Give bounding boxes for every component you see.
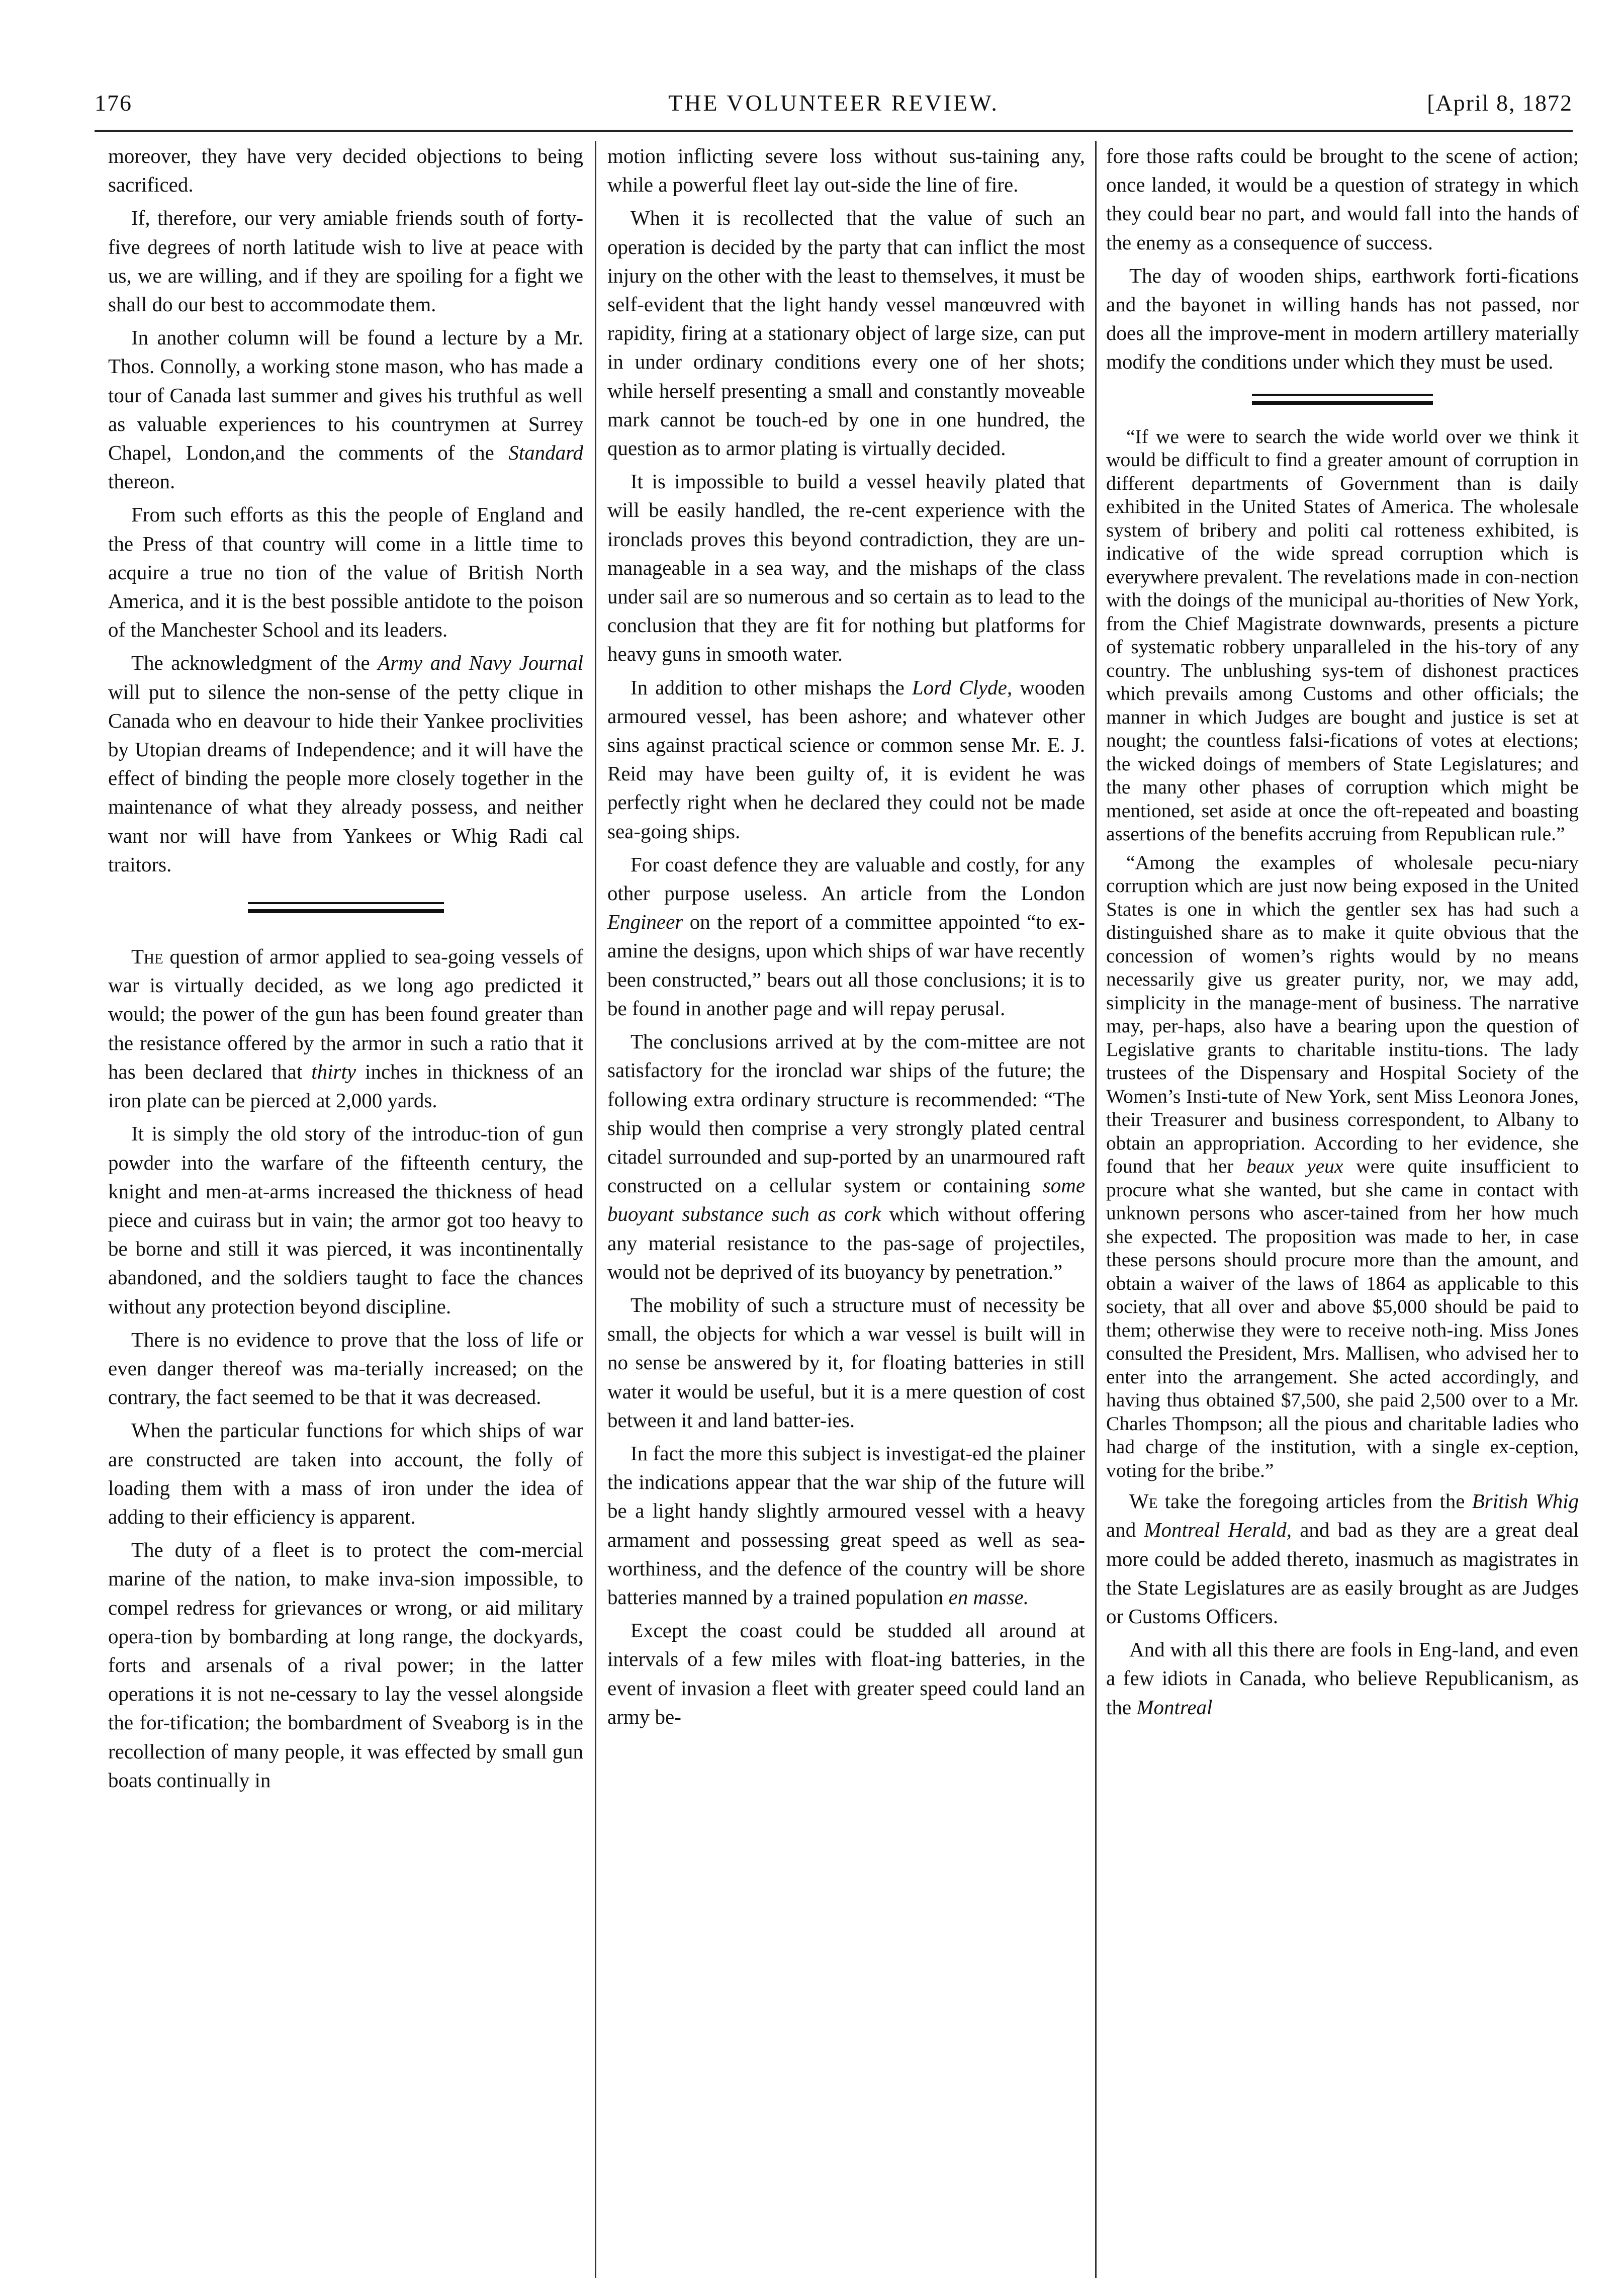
publication-title: THE VOLUNTEER REVIEW. bbox=[668, 90, 999, 116]
paragraph: Except the coast could be studded all around at intervals of a few miles with float-ing batteries, in the event of invasion a fleet with greater speed could land an army be- bbox=[607, 1619, 1085, 1728]
italic-title: Standard bbox=[508, 441, 584, 465]
paragraph: The mobility of such a structure must of necessity be small, the objects for which a war vessel is built will in no sense be answered by it, for floating batteries in still water it would be useful, but it is a mere question of cost between it and land batter-ies. bbox=[607, 1293, 1085, 1432]
header-rule bbox=[95, 130, 1573, 132]
column-divider-2 bbox=[1095, 141, 1097, 2278]
paragraph: For coast defence they are valuable and costly, for any other purpose useless. An article from the London Engineer on the report of a committee appointed “to ex-amine the designs, upon which ships of war have recently been constructed,” bears out all those conclusions; it is to be found in another page and will repay perusal. bbox=[607, 852, 1085, 1020]
section-separator bbox=[1252, 394, 1433, 405]
page-header bbox=[95, 90, 1573, 125]
italic-title: Montreal Herald, bbox=[1144, 1518, 1292, 1542]
italic-title: British Whig bbox=[1472, 1489, 1579, 1513]
paragraph: When it is recollected that the value of such an operation is decided by the party that can inflict the most injury on the other with the least to themselves, it must be self-evident that the light handy vessel manœuvred with rapidity, firing at a stationary object of large size, can put in under ordinary conditions every one of her shots; while herself presenting a small and constantly moveable mark cannot be touch-ed by one in one hundred, the question as to armor plating is virtually decided. bbox=[607, 206, 1085, 460]
paragraph: It is impossible to build a vessel heavily plated that will be easily handled, the re-cent experience with the ironclads proves this beyond contradiction, they are un-manageable in a sea way, and the mishaps of the class under sail are so numerous and so certain as to lead to the conclusion that they are fit for nothing but platforms for heavy guns in smooth water. bbox=[607, 470, 1085, 666]
italic-word: thirty bbox=[311, 1060, 356, 1083]
italic-title: Lord Clyde, bbox=[912, 675, 1013, 699]
paragraph: It is simply the old story of the introduc-tion of gun powder into the warfare of the fifteenth century, the knight and men-at-arms increased the thickness of head piece and cuirass but in vain; the armor got too heavy to be borne and still it was pierced, it was incontinentally abandoned, and the soldiers taught to face the chances without any protection beyond discipline. bbox=[108, 1122, 583, 1318]
paragraph: The acknowledgment of the Army and Navy Journal will put to silence the non-sense of the petty clique in Canada who en deavour to hide their Yankee proclivities by Utopian dreams of Independence; and it will have the effect of binding the people more closely together in the maintenance of what they already possess, and neither want nor will have from Yankees or Whig Radi cal traitors. bbox=[108, 651, 584, 876]
paragraph: There is no evidence to prove that the loss of life or even danger thereof was ma-terially increased; on the contrary, the fact seemed to be that it was decreased. bbox=[108, 1328, 583, 1409]
column-2 bbox=[607, 142, 1085, 1736]
column-1 bbox=[108, 142, 583, 1799]
paragraph: If, therefore, our very amiable friends south of forty-five degrees of north latitude wish to live at peace with us, we are willing, and if they are spoiling for a fight we shall do our best to accommodate them. bbox=[108, 206, 583, 316]
paragraph: moreover, they have very decided objections to being sacrificed. bbox=[108, 144, 583, 197]
paragraph: The conclusions arrived at by the com-mittee are not satisfactory for the ironclad war ships of the future; the following extra ordinary structure is recommended: “The ship would then comprise a very strongly plated central citadel surrounded and sup-ported by an unarmoured raft constructed on a cellular system or containing some buoyant substance such as cork which without offering any material resistance to the pas-sage of projectiles, would not be deprived of its buoyancy by penetration.” bbox=[607, 1030, 1086, 1283]
italic-title: Montreal bbox=[1136, 1695, 1213, 1719]
paragraph: And with all this there are fools in Eng-land, and even a few idiots in Canada, who believe Republicanism, as the Montreal bbox=[1106, 1638, 1579, 1719]
paragraph: From such efforts as this the people of England and the Press of that country will come in a little time to acquire a true no tion of the value of British North America, and it is the best possible antidote to the poison of the Manchester School and its leaders. bbox=[108, 503, 583, 642]
paragraph: We take the foregoing articles from the British Whig and Montreal Herald, and bad as they are a great deal more could be added thereto, inasmuch as magistrates in the State Legislatures are as easily brought as are Judges or Customs Officers. bbox=[1106, 1489, 1579, 1628]
paragraph: In fact the more this subject is investigat-ed the plainer the indications appear that the war ship of the future will be a light handy slightly armoured vessel with a heavy armament and possessing great speed as well as sea-worthiness, and the defence of the country will be shore batteries manned by a trained population en masse. bbox=[607, 1441, 1085, 1609]
section-separator bbox=[248, 902, 444, 913]
paragraph: When the particular functions for which ships of war are constructed are taken into account, the folly of loading them with a mass of iron under the idea of adding to their efficiency is apparent. bbox=[108, 1419, 583, 1528]
italic-phrase: en masse. bbox=[948, 1585, 1029, 1609]
paragraph: In another column will be found a lecture by a Mr. Thos. Connolly, a working stone mason, who has made a tour of Canada last summer and gives his truthful as well as valuable experiences to his countrymen at Surrey Chapel, London,and the comments of the Standard thereon. bbox=[108, 326, 584, 493]
page-number: 176 bbox=[95, 90, 132, 116]
quoted-paragraph: “If we were to search the wide world over we think it would be difficult to find a greater amount of corruption in different departments of Government than is daily exhibited in the United States of America. The wholesale system of bribery and politi cal rotteness exhibited, is indicative of the wide spread corruption which is everywhere prevalent. The revelations made in con-nection with the doings of the municipal au-thorities of New York, from the Chief Magistrate downwards, presents a picture of systematic robbery unparalleled in the his-tory of any country. The unblushing sys-tem of dishonest practices which prevails among Customs and other officials; the manner in which Judges are bought and justice is set at nought; the countless falsi-fications of votes at elections; the wicked doings of members of State Legislatures; and the many other phases of corruption which might be mentioned, set aside at once the oft-repeated and boasting assertions of the benefits accruing from Republican rule.” bbox=[1106, 425, 1579, 845]
column-3 bbox=[1106, 142, 1579, 1726]
italic-title: Army and Navy Journal bbox=[378, 651, 584, 675]
paragraph: In addition to other mishaps the Lord Clyde, wooden armoured vessel, has been ashore; and whatever other sins against practical science or common sense Mr. E. J. Reid may have been guilty of, it is evident he was perfectly right when he declared they could not be made sea-going ships. bbox=[607, 675, 1086, 843]
italic-phrase: some buoyant substance such as cork bbox=[607, 1174, 1086, 1226]
paragraph: The question of armor applied to sea-going vessels of war is virtually decided, as we long ago predicted it would; the power of the gun has been found greater than the resistance offered by the armor in such a ratio that it has been declared that thirty inches in thickness of an iron plate can be pierced at 2,000 yards. bbox=[108, 945, 584, 1112]
paragraph: motion inflicting severe loss without sus-taining any, while a powerful fleet lay out-side the line of fire. bbox=[607, 144, 1085, 197]
column-divider-1 bbox=[595, 141, 596, 2278]
issue-date: [April 8, 1872 bbox=[1427, 90, 1573, 116]
paragraph: fore those rafts could be brought to the scene of action; once landed, it would be a question of strategy in which they could bear no part, and would fall into the hands of the enemy as a consequence of success. bbox=[1106, 144, 1579, 254]
quoted-paragraph: “Among the examples of wholesale pecu-niary corruption which are just now being exposed in the United States is one in which the gentler sex has had such a distinguished share as to make it quite obvious that the concession of women’s rights would by no means necessarily give us greater purity, nor, we may add, simplicity in the manage-ment of business. The narrative may, per-haps, also have a bearing upon the question of Legislative grants to charitable institu-tions. The lady trustees of the Dispensary and Hospital Society of the Women’s Insti-tute of New York, sent Miss Leonora Jones, their Treasurer and business correspondent, to Albany to obtain an appropriation. According to her evidence, she found that her beaux yeux were quite insufficient to procure what she wanted, but she came in contact with unknown persons who ascer-tained from her how much she expected. The proposition was made to her, in case these persons should procure more than the amount, and obtain a waiver of the laws of 1864 as applicable to this society, that all over and above $5,000 should be paid to them; otherwise they were to receive noth-ing. Miss Jones consulted the President, Mrs. Mallisen, who advised her to enter into the arrangement. She acted accordingly, and having thus obtained $7,500, she paid 2,500 over to a Mr. Charles Thompson; all the pious and charitable ladies who had charge of the institution, with a single ex-ception, voting for the bribe.” bbox=[1106, 851, 1579, 1481]
paragraph: The day of wooden ships, earthwork forti-fications and the bayonet in willing hands has not passed, nor does all the improve-ment in modern artillery materially modify the conditions under which they must be used. bbox=[1106, 263, 1579, 374]
paragraph: The duty of a fleet is to protect the com-mercial marine of the nation, to make inva-sion impossible, to compel redress for grievances or wrong, or aid military opera-tion by bombarding at long range, the dockyards, forts and arsenals of a rival power; in the latter operations it is not ne-cessary to lay the vessel alongside the for-tification; the bombardment of Sveaborg is in the recollection of many people, it was effected by small gun boats continually in bbox=[108, 1538, 583, 1792]
italic-phrase: beaux yeux bbox=[1246, 1155, 1343, 1178]
italic-title: Engineer bbox=[607, 910, 683, 934]
